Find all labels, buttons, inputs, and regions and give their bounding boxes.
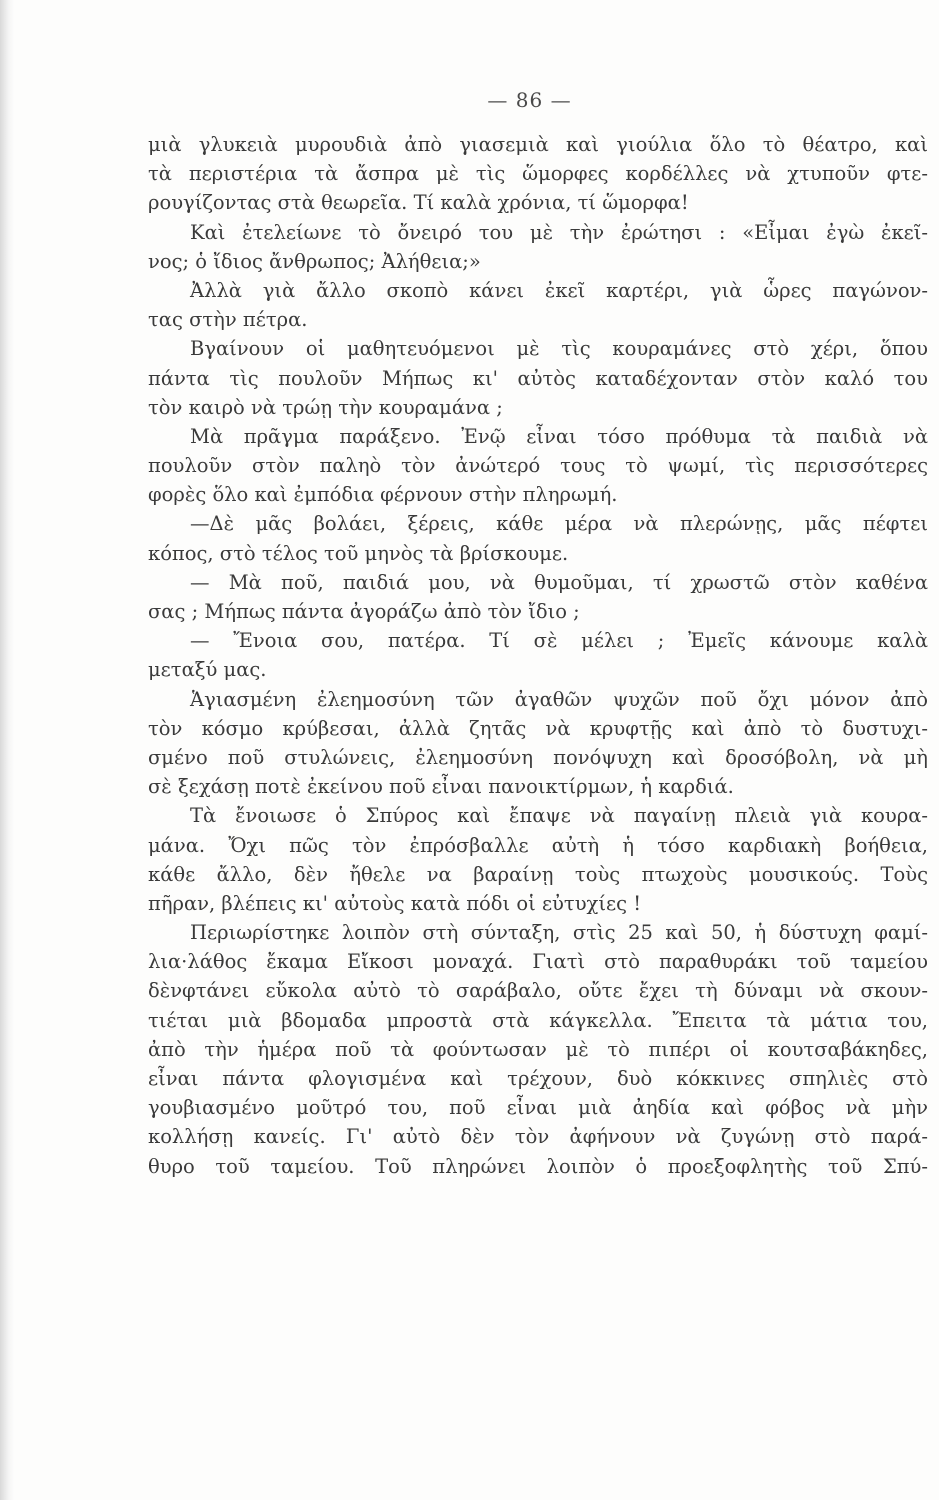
text-line: κολλήσῃ κανείς. Γι' αὐτὸ δὲν τὸν ἀφήνουν νὰ ζυγώνῃ στὸ παρά- xyxy=(148,1125,928,1149)
text-line: λια·λάθος ἔκαμα Εἴκοσι μοναχά. Γιατὶ στὸ παραθυράκι τοῦ ταμείου xyxy=(148,950,928,974)
text-line: —Δὲ μᾶς βολάει, ξέρεις, κάθε μέρα νὰ πλερώνῃς, μᾶς πέφτει xyxy=(190,512,928,536)
text-line: κάθε ἄλλο, δὲν ἤθελε να βαραίνῃ τοὺς πτωχοὺς μουσικούς. Τοὺς xyxy=(148,862,928,886)
text-line: τὸν καιρὸ νὰ τρώῃ τὴν κουραμάνα ; xyxy=(148,395,503,419)
body-text xyxy=(148,130,928,1181)
text-line: Περιωρίστηκε λοιπὸν στὴ σύνταξη, στὶς 25 καὶ 50, ἡ δύστυχη φαμί- xyxy=(190,921,928,945)
text-line: τὰ περιστέρια τὰ ἄσπρα μὲ τὶς ὥμορφες κορδέλλες νὰ χτυποῦν φτε- xyxy=(148,162,928,186)
text-line: σὲ ξεχάσῃ ποτὲ ἐκείνου ποῦ εἶναι πανοικτίρμων, ἡ καρδιά. xyxy=(148,775,734,799)
text-line: μάνα. Ὄχι πῶς τὸν ἐπρόσβαλλε αὐτὴ ἡ τόσο καρδιακὴ βοήθεια, xyxy=(148,833,928,857)
text-line: Ἀλλὰ γιὰ ἄλλο σκοπὸ κάνει ἐκεῖ καρτέρι, γιὰ ὧρες παγώνον- xyxy=(190,278,928,302)
text-line: φορὲς ὅλο καὶ ἐμπόδια φέρνουν στὴν πληρωμή. xyxy=(148,483,618,507)
text-line: — Μὰ ποῦ, παιδιά μου, νὰ θυμοῦμαι, τί χρωστῶ στὸν καθένα xyxy=(190,570,928,594)
text-line: ρουγίζοντας στὰ θεωρεῖα. Τί καλὰ χρόνια, τί ὥμορφα! xyxy=(148,191,689,215)
text-line: — Ἔνοια σου, πατέρα. Τί σὲ μέλει ; Ἐμεῖς κάνουμε καλὰ xyxy=(190,629,928,653)
text-line: τας στὴν πέτρα. xyxy=(148,308,308,332)
text-line: μεταξύ μας. xyxy=(148,658,267,682)
text-line: πῆραν, βλέπεις κι' αὐτοὺς κατὰ πόδι οἱ εὐτυχίες ! xyxy=(148,891,642,915)
text-line: ἀπὸ τὴν ἡμέρα ποῦ τὰ φούντωσαν μὲ τὸ πιπέρι οἱ κουτσαβάκηδες, xyxy=(148,1037,928,1061)
text-line: κόπος, στὸ τέλος τοῦ μηνὸς τὰ βρίσκουμε. xyxy=(148,541,569,565)
text-line: θυρο τοῦ ταμείου. Τοῦ πληρώνει λοιπὸν ὁ προεξοφλητὴς τοῦ Σπύ- xyxy=(148,1154,928,1178)
text-line: σας ; Μήπως πάντα ἀγοράζω ἀπὸ τὸν ἴδιο ; xyxy=(148,600,580,623)
page-number: — 86 — xyxy=(487,88,572,112)
text-line: τὸν κόσμο κρύβεσαι, ἀλλὰ ζητᾶς νὰ κρυφτῇς καὶ ἀπὸ τὸ δυστυχι- xyxy=(148,716,928,740)
text-line: Ἁγιασμένη ἐλεημοσύνη τῶν ἀγαθῶν ψυχῶν ποῦ ὄχι μόνον ἀπὸ xyxy=(190,687,928,711)
text-line: τιέται μιὰ βδομαδα μπροστὰ στὰ κάγκελλα. Ἔπειτα τὰ μάτια του, xyxy=(148,1008,928,1032)
text-line: πουλοῦν στὸν παληὸ τὸν ἀνώτερό τους τὸ ψωμί, τὶς περισσότερες xyxy=(148,454,928,478)
text-line: εἶναι πάντα φλογισμένα καὶ τρέχουν, δυὸ κόκκινες σπηλιὲς στὸ xyxy=(148,1067,928,1090)
text-line: μιὰ γλυκειὰ μυρουδιὰ ἀπὸ γιασεμιὰ καὶ γιούλια ὅλο τὸ θέατρο, καὶ xyxy=(148,133,928,156)
text-line: δὲνφτάνει εὔκολα αὐτὸ τὸ σαράβαλο, οὔτε ἔχει τὴ δύναμι νὰ σκουν- xyxy=(148,979,928,1003)
text-line: Βγαίνουν οἱ μαθητευόμενοι μὲ τὶς κουραμάνες στὸ χέρι, ὅπου xyxy=(190,337,928,361)
text-line: Καὶ ἐτελείωνε τὸ ὄνειρό του μὲ τὴν ἐρώτησι : «Εἶμαι ἐγὼ ἐκεῖ- xyxy=(190,220,928,244)
page-edge-shadow xyxy=(0,0,14,1500)
text-line: σμένο ποῦ στυλώνεις, ἐλεημοσύνη πονόψυχη καὶ δροσόβολη, νὰ μὴ xyxy=(148,745,928,769)
text-line: γουβιασμένο μοῦτρό του, ποῦ εἶναι μιὰ ἀηδία καὶ φόβος νὰ μὴν xyxy=(148,1096,928,1120)
text-line: πάντα τὶς πουλοῦν Μήπως κι' αὐτὸς καταδέχονταν στὸν καλό του xyxy=(148,366,928,390)
text-line: νος; ὁ ἴδιος ἄνθρωπος; Ἀλήθεια;» xyxy=(148,249,481,273)
text-line: Μὰ πρᾶγμα παράξενο. Ἐνῷ εἶναι τόσο πρόθυμα τὰ παιδιὰ νὰ xyxy=(190,424,928,448)
text-line: Τὰ ἔνοιωσε ὁ Σπύρος καὶ ἔπαψε νὰ παγαίνῃ πλειὰ γιὰ κουρα- xyxy=(190,804,928,828)
